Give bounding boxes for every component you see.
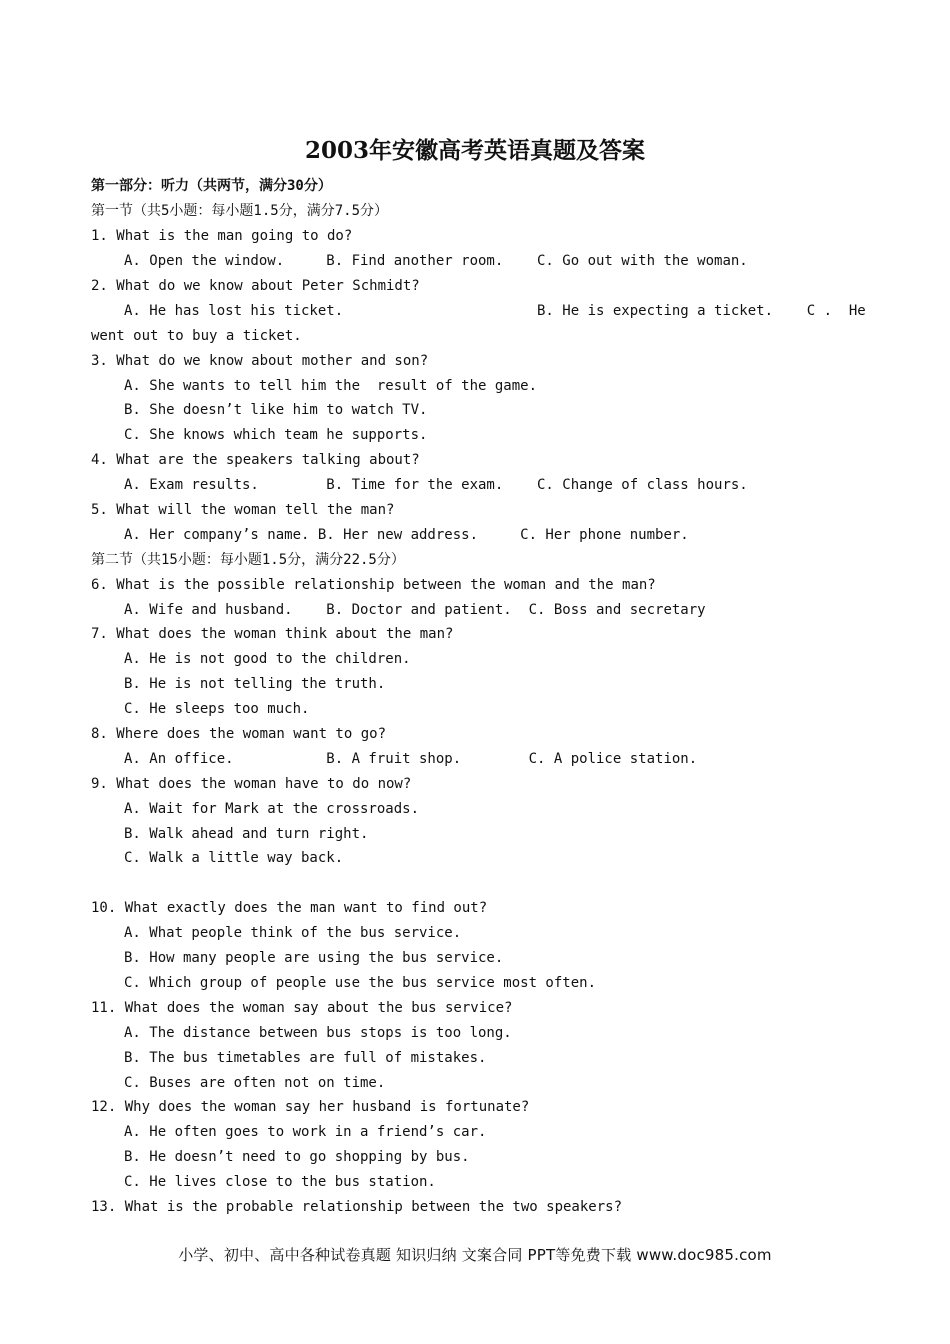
text-line: 第一节（共5小题：每小题1.5分，满分7.5分） <box>91 203 388 219</box>
text-line: B. He doesn’t need to go shopping by bus. <box>124 1149 470 1165</box>
text-line: C. Buses are often not on time. <box>124 1075 386 1091</box>
text-line: B. The bus timetables are full of mistakes. <box>124 1050 487 1066</box>
text-line: C. He lives close to the bus station. <box>124 1174 436 1190</box>
text-line: went out to buy a ticket. <box>91 328 302 344</box>
footer-banner: 小学、初中、高中各种试卷真题 知识归纳 文案合同 PPT等免费下载 www.doc985.com <box>178 1246 772 1264</box>
text-line: B. How many people are using the bus service. <box>124 950 504 966</box>
text-line: A. He often goes to work in a friend’s car. <box>124 1124 487 1140</box>
text-line: A. He has lost his ticket. B. He is expecting a ticket. C . He <box>124 303 866 319</box>
text-line: B. She doesn’t like him to watch TV. <box>124 402 428 418</box>
text-line: A. He is not good to the children. <box>124 651 411 667</box>
text-line: A. The distance between bus stops is too long. <box>124 1025 512 1041</box>
text-line: 9. What does the woman have to do now? <box>91 776 412 792</box>
text-line: 第一部分：听力（共两节，满分30分） <box>91 178 332 194</box>
text-line: A. She wants to tell him the result of the game. <box>124 378 538 394</box>
text-line: 13. What is the probable relationship between the two speakers? <box>91 1199 623 1215</box>
text-line: 5. What will the woman tell the man? <box>91 502 395 518</box>
text-line: 7. What does the woman think about the man? <box>91 626 454 642</box>
text-line: A. Exam results. B. Time for the exam. C. Change of class hours. <box>124 477 748 493</box>
text-line: 10. What exactly does the man want to find out? <box>91 900 488 916</box>
text-line: 6. What is the possible relationship between the woman and the man? <box>91 577 656 593</box>
text-line: 3. What do we know about mother and son? <box>91 353 429 369</box>
text-line: C. Which group of people use the bus service most often. <box>124 975 597 991</box>
text-line: 2. What do we know about Peter Schmidt? <box>91 278 420 294</box>
text-line: 8. Where does the woman want to go? <box>91 726 387 742</box>
text-line: A. What people think of the bus service. <box>124 925 462 941</box>
text-line: C. Walk a little way back. <box>124 850 344 866</box>
text-line: A. Her company’s name. B. Her new address. C. Her phone number. <box>124 527 689 543</box>
text-line: A. An office. B. A fruit shop. C. A police station. <box>124 751 698 767</box>
text-line: C. She knows which team he supports. <box>124 427 428 443</box>
text-line: A. Wait for Mark at the crossroads. <box>124 801 420 817</box>
text-line: A. Open the window. B. Find another room. C. Go out with the woman. <box>124 253 748 269</box>
text-line: 11. What does the woman say about the bus service? <box>91 1000 513 1016</box>
page-title: 2003年安徽高考英语真题及答案 <box>304 137 645 164</box>
text-line: 第二节（共15小题：每小题1.5分，满分22.5分） <box>91 552 405 568</box>
text-line: C. He sleeps too much. <box>124 701 310 717</box>
text-line: 12. Why does the woman say her husband is fortunate? <box>91 1099 530 1115</box>
text-line: B. Walk ahead and turn right. <box>124 826 369 842</box>
text-line: 1. What is the man going to do? <box>91 228 353 244</box>
text-line: 4. What are the speakers talking about? <box>91 452 420 468</box>
text-line: A. Wife and husband. B. Doctor and patient. C. Boss and secretary <box>124 602 706 618</box>
text-line: B. He is not telling the truth. <box>124 676 386 692</box>
